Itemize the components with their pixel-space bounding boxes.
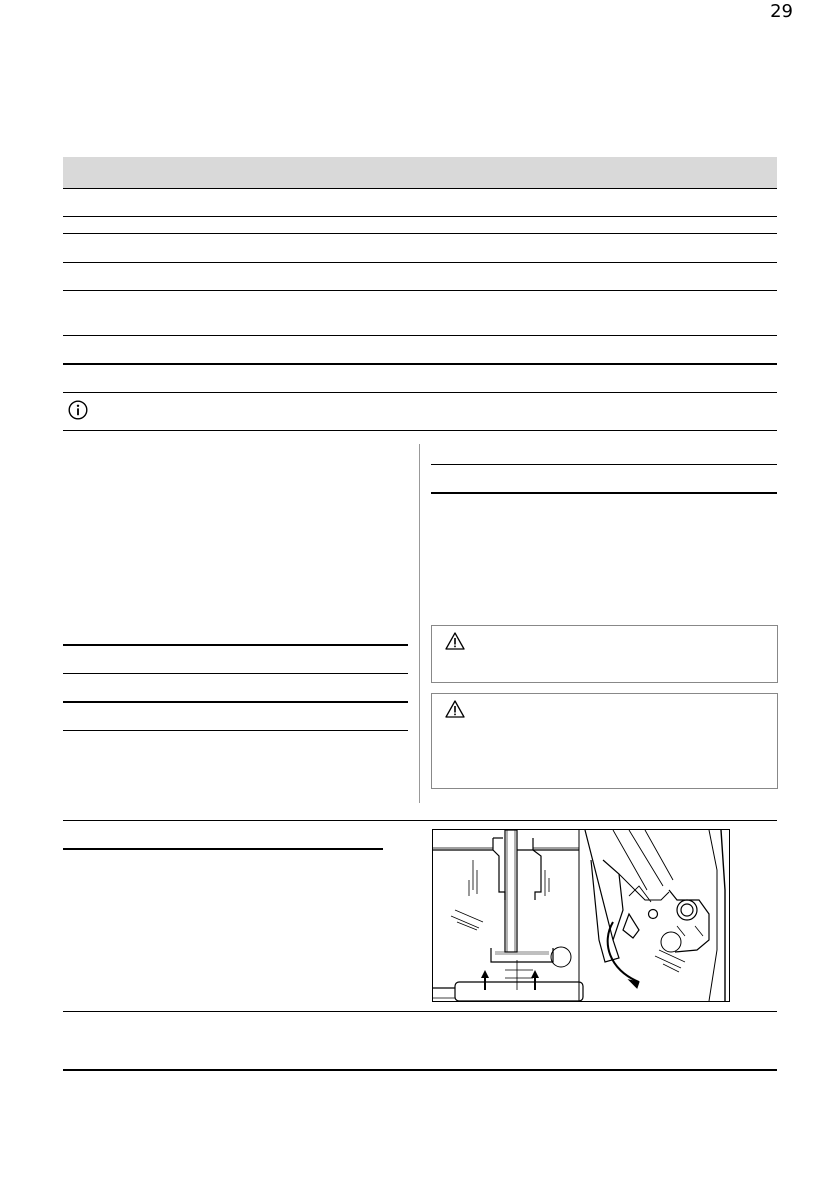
hinge-side-view <box>585 830 725 1001</box>
table-header <box>63 157 777 188</box>
table-rule-7 <box>63 363 777 365</box>
table-rule-4 <box>63 262 777 263</box>
warning-box-1 <box>431 625 778 683</box>
left-table-rule-3 <box>63 701 408 703</box>
table-rule-8 <box>63 392 777 393</box>
right-table-rule-1 <box>431 464 777 465</box>
right-table-rule-2 <box>431 492 777 494</box>
table-rule-2 <box>63 216 777 217</box>
page-number: 29 <box>770 1 793 22</box>
hinge-front-view <box>433 830 583 1001</box>
table-rule-3 <box>63 233 777 234</box>
hinge-illustration <box>432 829 730 1002</box>
bottom-section-rule-2 <box>63 1069 777 1071</box>
left-table-rule-4 <box>63 730 408 731</box>
table-rule-1 <box>63 188 777 189</box>
table-rule-6 <box>63 335 777 336</box>
left-table-rule-1 <box>63 644 408 646</box>
info-note-rule <box>63 430 777 431</box>
warning-icon <box>445 700 465 718</box>
lower-section-rule-2 <box>63 848 383 850</box>
table-rule-5 <box>63 290 777 291</box>
column-divider <box>419 444 420 803</box>
bottom-section-rule-1 <box>63 1011 777 1012</box>
warning-box-2 <box>431 693 778 789</box>
warning-icon <box>445 632 465 650</box>
left-table-rule-2 <box>63 673 408 674</box>
info-icon <box>68 400 88 420</box>
lower-section-rule-1 <box>63 820 777 821</box>
